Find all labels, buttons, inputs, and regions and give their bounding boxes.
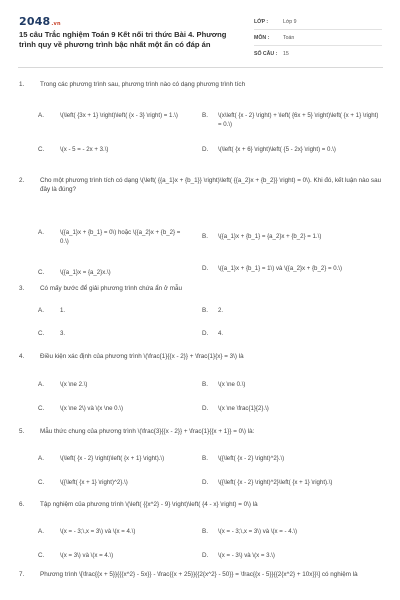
option-text: \(x = - 3;\,x = 3\) và \(x = 4.\) xyxy=(60,528,136,535)
page-title: 15 câu Trắc nghiệm Toán 9 Kết nối tri thức Bài 4. Phương trình quy về phương trình bậc nhất một ẩn có đáp án xyxy=(19,30,227,49)
option-b[interactable] xyxy=(191,232,383,241)
question-stem xyxy=(19,427,383,436)
question-text: Mẫu thức chung của phương trình \(\frac{3}{{x - 2}} + \frac{1}{{x + 1}} = 0\) là: xyxy=(40,428,255,435)
option-letter: A. xyxy=(38,307,44,314)
option-text: \({a_1}x = {a_2}x.\) xyxy=(60,269,111,276)
meta-label: LỚP : xyxy=(254,18,269,25)
option-text: \(x\left( {x - 2} \right) + \left( {6x + 5} \right)\left( {x + 1} \right) = 0.\) xyxy=(218,112,379,128)
option-c[interactable] xyxy=(19,551,189,560)
option-text: \(x \ne 2\) và \(x \ne 0.\) xyxy=(60,405,123,412)
site-logo[interactable] xyxy=(19,15,61,28)
question-number: 5. xyxy=(19,428,25,435)
question-2 xyxy=(19,176,383,276)
option-text: \(x \ne \frac{1}{2}.\) xyxy=(218,405,269,412)
option-letter: C. xyxy=(38,330,45,337)
question-text: Có mấy bước để giải phương trình chứa ẩn ở mẫu xyxy=(40,285,182,292)
option-letter: D. xyxy=(202,479,209,486)
meta-value: Lớp 9 xyxy=(283,18,297,25)
option-a[interactable] xyxy=(19,454,189,463)
option-c[interactable] xyxy=(19,145,189,154)
logo-number: 2048 xyxy=(19,15,51,28)
option-text: \({\left( {x - 2} \right)^2}\left( {x + 1} \right).\) xyxy=(218,479,333,486)
question-stem xyxy=(19,284,383,293)
question-5 xyxy=(19,427,383,486)
question-stem xyxy=(19,500,383,509)
option-letter: D. xyxy=(202,330,209,337)
option-text: \({a_1}x + {b_1} = 1\) và \({a_2}x + {b_2} = 0.\) xyxy=(218,265,343,272)
option-c[interactable] xyxy=(19,478,189,487)
question-text: Cho một phương trình tích có dạng \(\left( {{a_1}x + {b_1}} \right)\left( {{a_2}x + {b_2}} \right) = 0\). Khi đó, kết luận nào sau đây là đúng? xyxy=(40,177,382,193)
question-stem xyxy=(19,352,383,361)
option-text: \(\left( {x + 6} \right)\left( {5 - 2x} \right) = 0.\) xyxy=(218,146,336,153)
question-text: Trong các phương trình sau, phương trình nào có dạng phương trình tích xyxy=(40,81,246,88)
option-a[interactable] xyxy=(19,527,189,536)
option-letter: D. xyxy=(202,265,209,272)
option-d[interactable] xyxy=(191,404,383,413)
option-letter: D. xyxy=(202,552,209,559)
option-text: \({a_1}x + {b_1} = 0\) hoặc \({a_2}x + {b_2} = 0.\) xyxy=(60,229,181,245)
option-text: \(x - 5 = - 2x + 3.\) xyxy=(60,146,109,153)
option-text: \(\left( {x - 2} \right)\left( {x + 1} \right).\) xyxy=(60,455,165,462)
option-letter: B. xyxy=(202,381,208,388)
question-stem xyxy=(19,570,383,579)
option-letter: B. xyxy=(202,233,208,240)
option-letter: C. xyxy=(38,552,45,559)
question-1 xyxy=(19,80,383,153)
question-number: 6. xyxy=(19,501,25,508)
option-b[interactable] xyxy=(191,111,383,129)
question-4 xyxy=(19,352,383,412)
meta-row-grade xyxy=(254,14,382,30)
option-text: 3. xyxy=(60,330,66,337)
option-text: 1. xyxy=(60,307,66,314)
header-divider xyxy=(18,67,383,68)
option-text: \(x \ne 2.\) xyxy=(60,381,88,388)
meta-label: MÔN : xyxy=(254,34,270,41)
option-letter: B. xyxy=(202,112,208,119)
option-c[interactable] xyxy=(19,404,189,413)
option-b[interactable] xyxy=(191,454,383,463)
option-a[interactable] xyxy=(19,306,189,315)
option-a[interactable] xyxy=(19,380,189,389)
option-letter: C. xyxy=(38,146,45,153)
option-letter: A. xyxy=(38,112,44,119)
option-letter: A. xyxy=(38,381,44,388)
option-c[interactable] xyxy=(19,268,189,277)
option-text: \({\left( {x + 1} \right)^2}.\) xyxy=(60,479,128,486)
question-6 xyxy=(19,500,383,559)
question-7 xyxy=(19,570,383,579)
option-letter: A. xyxy=(38,455,44,462)
option-letter: D. xyxy=(202,405,209,412)
question-3 xyxy=(19,284,383,337)
option-letter: A. xyxy=(38,229,44,236)
option-d[interactable] xyxy=(191,145,383,154)
question-number: 4. xyxy=(19,353,25,360)
option-a[interactable] xyxy=(19,228,189,246)
option-letter: A. xyxy=(38,528,44,535)
option-text: \(x = 3\) và \(x = 4.\) xyxy=(60,552,114,559)
option-d[interactable] xyxy=(191,329,383,338)
question-text: Phương trình \[\frac{{x + 5}}{{{x^2} - 5x}} - \frac{{x + 25}}{{2{x^2} - 50}} = \frac{{x - 5}}{{2{x^2} + 10x}}\] có nghiệm là xyxy=(40,571,358,578)
meta-label: SỐ CÂU : xyxy=(254,50,278,57)
option-letter: C. xyxy=(38,269,45,276)
logo-suffix: .vn xyxy=(51,21,61,27)
option-b[interactable] xyxy=(191,380,383,389)
option-letter: D. xyxy=(202,146,209,153)
option-b[interactable] xyxy=(191,527,383,536)
meta-row-subject xyxy=(254,30,382,46)
option-d[interactable] xyxy=(191,478,383,487)
option-text: \(x = - 3;\,x = 3\) và \(x = - 4.\) xyxy=(218,528,298,535)
meta-value: Toán xyxy=(283,34,295,41)
option-c[interactable] xyxy=(19,329,189,338)
option-text: 2. xyxy=(218,307,224,314)
question-stem xyxy=(19,176,383,194)
question-number: 7. xyxy=(19,571,25,578)
meta-row-count xyxy=(254,46,382,61)
option-d[interactable] xyxy=(191,264,383,273)
option-text: \({a_1}x + {b_1} = {a_2}x + {b_2} = 1.\) xyxy=(218,233,322,240)
option-text: \(x \ne 0.\) xyxy=(218,381,246,388)
option-text: \(\left( {3x + 1} \right)\left( {x - 3} \right) = 1.\) xyxy=(60,112,178,119)
option-text: \(x = - 3\) và \(x = 3.\) xyxy=(218,552,275,559)
question-stem xyxy=(19,80,383,89)
question-text: Tập nghiệm của phương trình \(\left( {{x^2} - 9} \right)\left( {4 - x} \right) = 0\) là xyxy=(40,501,258,508)
question-number: 3. xyxy=(19,285,25,292)
meta-value: 15 xyxy=(283,50,289,57)
option-letter: C. xyxy=(38,479,45,486)
option-b[interactable] xyxy=(191,306,383,315)
option-letter: B. xyxy=(202,528,208,535)
option-letter: C. xyxy=(38,405,45,412)
option-a[interactable] xyxy=(19,111,189,120)
document-header xyxy=(0,0,400,62)
option-letter: B. xyxy=(202,455,208,462)
question-number: 2. xyxy=(19,177,25,184)
quiz-meta-box xyxy=(254,14,382,61)
option-text: \({\left( {x - 2} \right)^2}.\) xyxy=(218,455,285,462)
question-text: Điều kiện xác định của phương trình \(\frac{1}{{x - 2}} + \frac{1}{x} = 3\) là xyxy=(40,353,244,360)
option-d[interactable] xyxy=(191,551,383,560)
question-number: 1. xyxy=(19,81,25,88)
option-text: 4. xyxy=(218,330,224,337)
option-letter: B. xyxy=(202,307,208,314)
